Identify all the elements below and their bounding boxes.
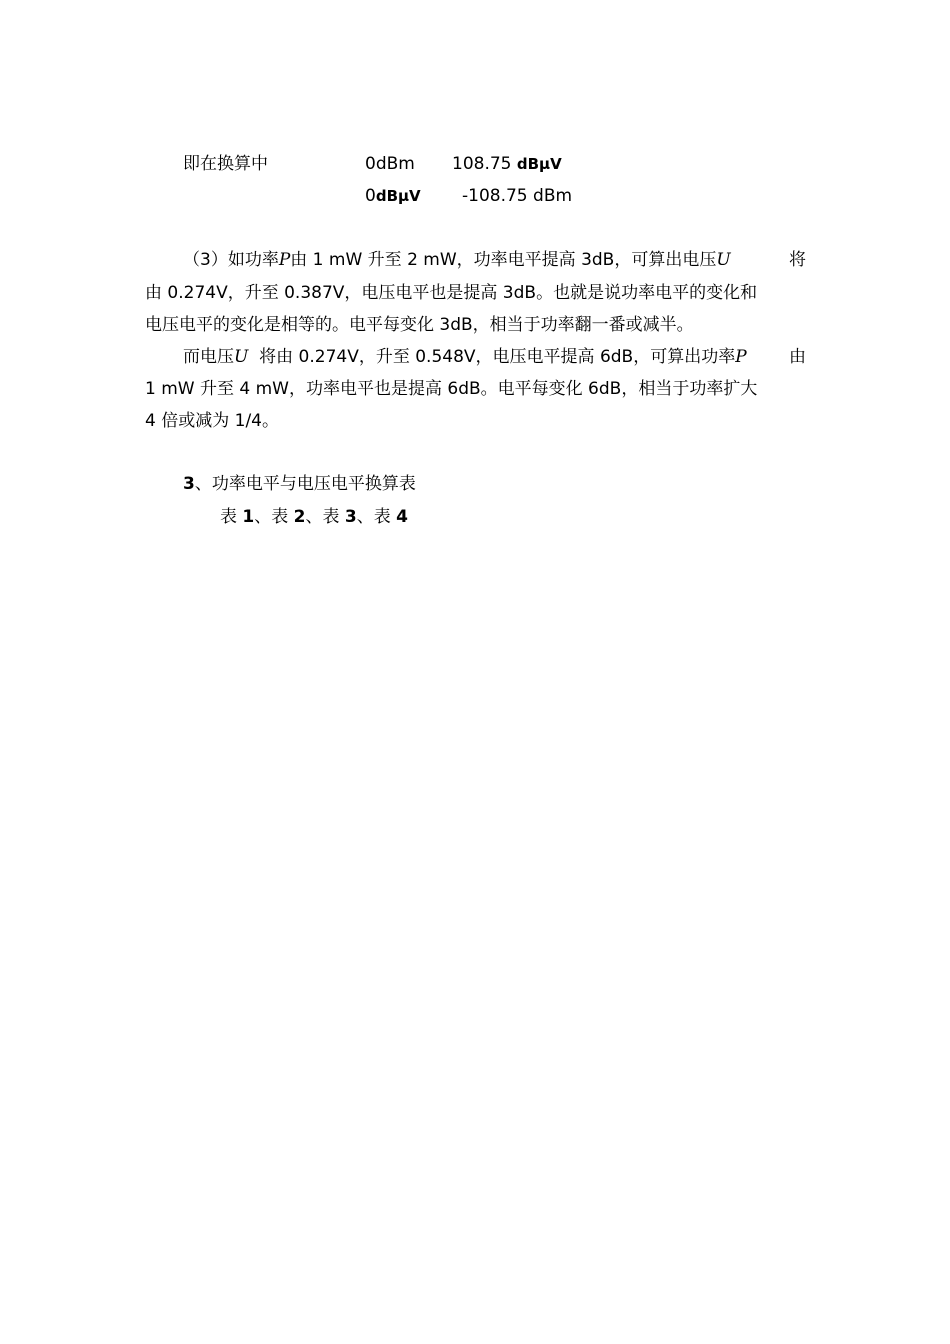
para3-line1-a: （3）如功率 [183, 250, 279, 270]
para3-line1-end: 将 [789, 250, 806, 270]
conversion-row1-number: 108.75 [452, 154, 512, 174]
para4-line1-b: 将由 0.274V，升至 0.548V，电压电平提高 6dB，可算出功率 [259, 347, 736, 367]
table-ref-3-word: 、表 [305, 507, 345, 527]
section-title: 、功率电平与电压电平换算表 [194, 474, 416, 494]
para4-line3: 4 倍或减为 1/4。 [145, 411, 279, 431]
para3-line3: 电压电平的变化是相等的。电平每变化 3dB，相当于功率翻一番或减半。 [145, 315, 694, 335]
table-ref-4-num: 4 [396, 507, 408, 527]
conversion-row1-unit: dBμV [516, 155, 562, 173]
var-u: U [716, 250, 731, 270]
section-heading [183, 474, 416, 494]
para3-line1-b: 由 1 mW 升至 2 mW，功率电平提高 3dB，可算出电压 [290, 250, 717, 270]
conversion-row1-zero: 0dBm [365, 154, 415, 174]
para3-line1-text [183, 250, 731, 270]
conversion-row1-value [452, 154, 562, 174]
var-u: U [234, 347, 249, 367]
table-ref-3-num: 3 [344, 507, 357, 527]
para4-line1-a: 而电压 [183, 347, 234, 367]
var-p: P [735, 347, 747, 367]
tables-reference [220, 507, 408, 527]
table-ref-2-num: 2 [293, 507, 306, 527]
para4-line1 [183, 347, 806, 367]
section-number: 3 [183, 474, 195, 494]
conversion-row2-zero [365, 186, 421, 206]
table-ref-4-word: 、表 [356, 507, 397, 527]
para4-line1-end: 由 [789, 347, 806, 367]
conversion-row2-value: -108.75 dBm [462, 186, 573, 206]
var-p: P [278, 250, 291, 270]
para4-line1-text [183, 347, 747, 367]
table-ref-1-num: 1 [242, 507, 255, 527]
para3-line2: 由 0.274V，升至 0.387V，电压电平也是提高 3dB。也就是说功率电平的变化和 [145, 283, 758, 303]
table-ref-1-word: 表 [220, 507, 243, 527]
para3-line1 [183, 250, 806, 270]
table-ref-2-word: 、表 [254, 507, 294, 527]
conversion-row2-unit: dBμV [375, 187, 421, 205]
conversion-row2-number: 0 [365, 186, 376, 206]
conversion-label: 即在换算中 [183, 154, 268, 174]
para4-line2: 1 mW 升至 4 mW，功率电平也是提高 6dB。电平每变化 6dB，相当于功率扩大 [145, 379, 758, 399]
